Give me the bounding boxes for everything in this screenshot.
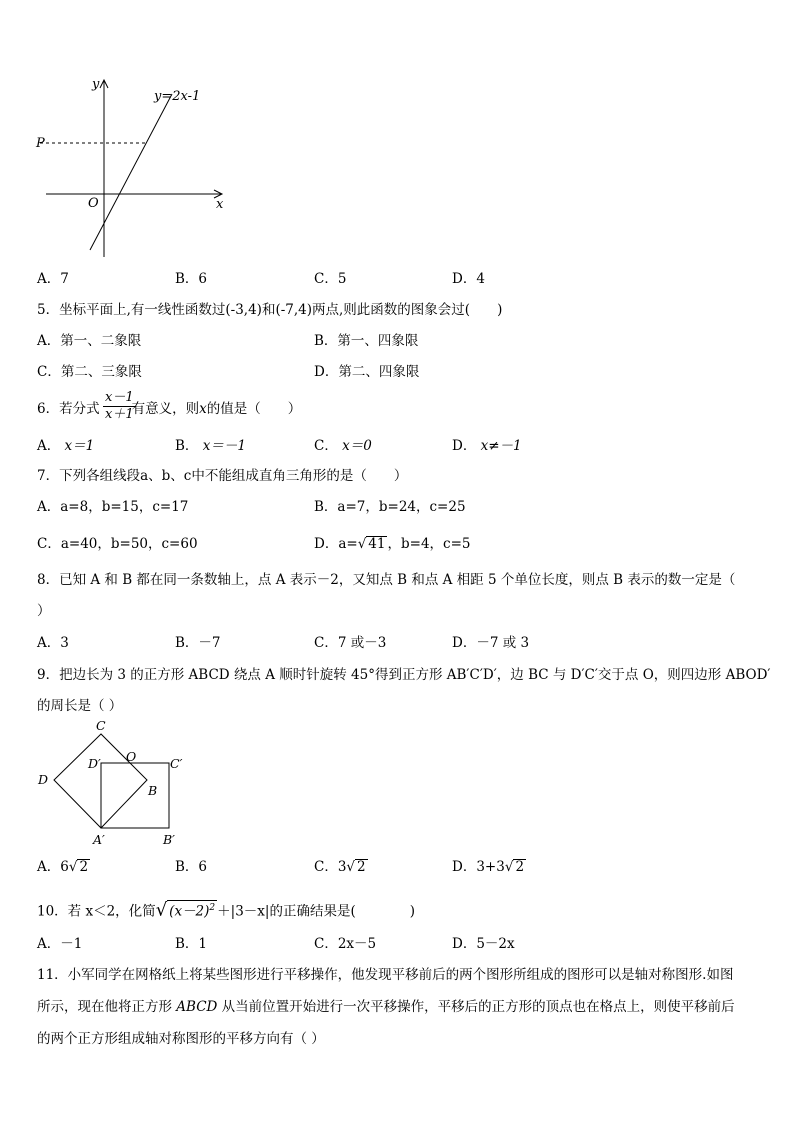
q9-option-d[interactable] — [452, 858, 526, 876]
q6-option-d-value: x≠－1 — [480, 438, 522, 454]
q6-option-a-value: x＝1 — [64, 438, 95, 454]
sqrt-sign-icon: √ — [68, 859, 78, 875]
q6-option-d[interactable] — [452, 437, 522, 455]
q5-option-a[interactable]: A．第一、二象限 — [37, 333, 142, 349]
sqrt-sign-icon: √ — [357, 536, 367, 552]
linear-function-graph — [30, 72, 240, 262]
q6-stem-pre: 6．若分式 — [37, 401, 100, 417]
q6-var: x — [199, 401, 207, 417]
q8-option-a[interactable]: A．3 — [37, 635, 69, 651]
q9-label-o: O — [126, 749, 137, 764]
q7-option-b[interactable]: B．a=7，b=24，c=25 — [314, 499, 466, 515]
x-axis-label: x — [216, 197, 224, 212]
q4-option-d[interactable]: D．4 — [452, 271, 485, 287]
q7-option-d-pre: D．a= — [314, 536, 358, 552]
q5-option-c[interactable]: C．第二、三象限 — [37, 364, 142, 380]
q7-option-d-radicand: 41 — [368, 536, 386, 552]
line-equation-label: y=2x-1 — [154, 89, 201, 104]
q9-label-a-prime: A′ — [93, 832, 105, 847]
q6-stem — [37, 400, 301, 418]
q9-option-c-pre: C．3 — [314, 859, 347, 875]
q11-line2-post: 从当前位置开始进行一次平移操作，平移后的正方形的顶点也在格点上，则使平移前后 — [217, 999, 735, 1015]
q6-option-a-label: A． — [37, 438, 61, 454]
q8-stem-line2: ） — [37, 603, 51, 619]
q11-stem-line1: 11．小军同学在网格纸上将某些图形进行平移操作，他发现平移前后的两个图形所组成的图形可以是轴对称图形.如图 — [37, 967, 734, 983]
origin-label: O — [88, 196, 99, 211]
q6-option-b[interactable] — [175, 437, 246, 455]
q4-option-b[interactable]: B．6 — [175, 271, 208, 287]
q6-stem-post: 有意义，则 — [131, 401, 200, 417]
q6-fraction-denominator: x＋1 — [105, 407, 134, 422]
q10-option-d[interactable]: D．5－2x — [452, 936, 515, 952]
q9-label-b-prime: B′ — [163, 832, 176, 847]
q8-stem-line1: 8．已知 A 和 B 都在同一条数轴上，点 A 表示－2，又知点 B 和点 A 相距 5 个单位长度，则点 B 表示的数一定是（ — [37, 572, 736, 588]
q10-exponent: 2 — [209, 903, 216, 913]
q9-label-c-prime: C′ — [170, 756, 183, 771]
q9-label-b: B — [148, 783, 158, 798]
q5-option-d[interactable]: D．第二、四象限 — [314, 364, 420, 380]
q6-option-d-label: D． — [452, 438, 477, 454]
y-axis-label: y — [92, 77, 100, 92]
q9-label-c: C — [96, 718, 106, 733]
q9-option-d-pre: D．3+3 — [452, 859, 505, 875]
q10-stem-mid: ＋|3－x|的正确结果是( ) — [217, 903, 415, 920]
q9-option-d-radicand: 2 — [515, 859, 525, 875]
q9-stem-line1: 9．把边长为 3 的正方形 ABCD 绕点 A 顺时针旋转 45°得到正方形 AB′C′D′，边 BC 与 D′C′交于点 O，则四边形 ABOD′ — [37, 667, 771, 683]
q11-stem-line2 — [37, 998, 735, 1016]
q6-option-c-label: C． — [314, 438, 338, 454]
q6-option-c-value: x＝0 — [342, 438, 372, 454]
q11-stem-line3: 的两个正方形组成轴对称图形的平移方向有（ ） — [37, 1031, 325, 1047]
q6-option-b-value: x＝－1 — [202, 438, 246, 454]
q10-stem-pre: 10．若 x＜2，化简 — [37, 903, 156, 920]
q4-option-a[interactable]: A．7 — [37, 271, 69, 287]
q8-option-b[interactable]: B．－7 — [175, 635, 221, 651]
q9-option-b[interactable]: B．6 — [175, 859, 208, 875]
sqrt-sign-icon: √ — [346, 859, 356, 875]
q9-option-c-radicand: 2 — [357, 859, 366, 875]
q9-label-d: D — [38, 772, 49, 787]
q8-option-c[interactable]: C．7 或－3 — [314, 635, 387, 651]
sqrt-sign-icon: √ — [155, 899, 168, 921]
q9-option-a-pre: A．6 — [37, 859, 69, 875]
q11-line2-square: ABCD — [176, 999, 218, 1015]
q9-option-c[interactable] — [314, 858, 368, 876]
q9-label-d-prime: D′ — [88, 756, 101, 771]
q6-option-c[interactable] — [314, 437, 372, 455]
q6-stem-end: 的值是（ ） — [206, 401, 302, 417]
rotated-squares-figure — [30, 716, 200, 854]
sqrt-sign-icon: √ — [504, 859, 514, 875]
q5-stem: 5．坐标平面上,有一线性函数过(-3,4)和(-7,4)两点,则此函数的图象会过( ) — [37, 302, 503, 318]
q6-fraction — [103, 390, 136, 423]
q9-option-a[interactable] — [37, 858, 90, 876]
q4-option-c[interactable]: C．5 — [314, 271, 347, 287]
q10-radicand: $(x-2)^2$ — [167, 900, 217, 920]
q6-option-a[interactable] — [37, 437, 94, 455]
q7-option-c[interactable]: C．a=40，b=50，c=60 — [37, 536, 198, 552]
q9-stem-line2: 的周长是（ ） — [37, 698, 123, 714]
point-p-label: P — [36, 136, 45, 151]
q7-option-d[interactable] — [314, 535, 471, 553]
q6-fraction-numerator: x－1 — [105, 390, 134, 405]
q10-option-b[interactable]: B．1 — [175, 936, 208, 952]
q11-line2-pre: 所示，现在他将正方形 — [37, 999, 177, 1015]
q10-stem — [37, 900, 415, 921]
q5-option-b[interactable]: B．第一、四象限 — [314, 333, 419, 349]
q9-option-a-radicand: 2 — [79, 859, 89, 875]
q6-option-b-label: B． — [175, 438, 199, 454]
q7-option-a[interactable]: A．a=8，b=15，c=17 — [37, 499, 189, 515]
q7-stem: 7．下列各组线段a、b、c中不能组成直角三角形的是（ ） — [37, 468, 408, 484]
q7-option-d-post: ，b=4，c=5 — [387, 536, 471, 552]
q10-option-c[interactable]: C．2x－5 — [314, 936, 377, 952]
q10-option-a[interactable]: A．－1 — [37, 936, 83, 952]
q8-option-d[interactable]: D．－7 或 3 — [452, 635, 530, 651]
